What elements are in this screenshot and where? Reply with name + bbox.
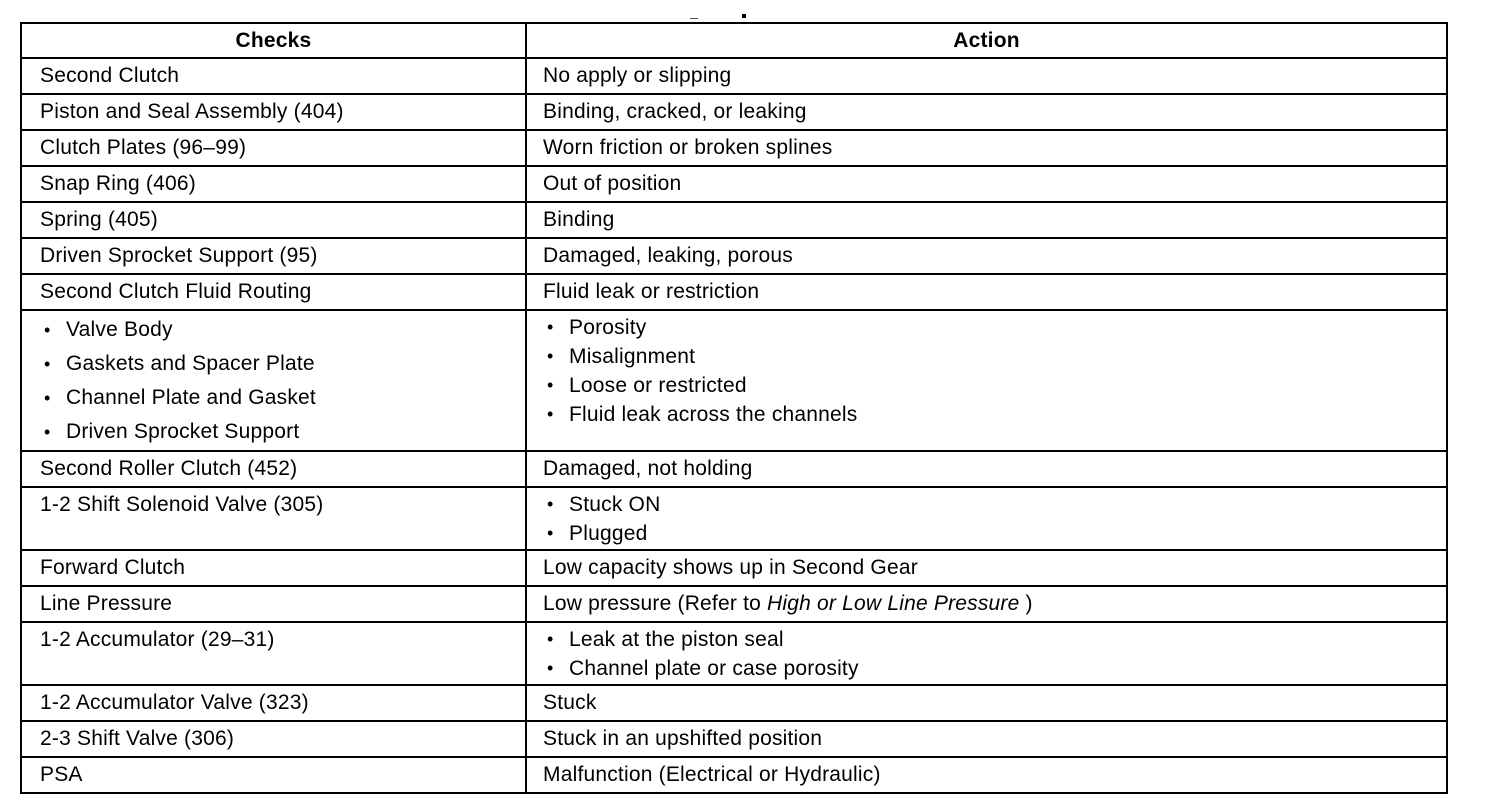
action-cell: Fluid leak or restriction [526,274,1447,310]
list-item: • Porosity [543,313,1446,342]
action-cell [526,586,1447,622]
action-header: Action [526,23,1447,58]
action-cell: Damaged, leaking, porous [526,238,1447,274]
check-cell: Second Roller Clutch (452) [21,451,526,487]
action-cell: Stuck in an upshifted position [526,721,1447,757]
action-cell: Binding [526,202,1447,238]
list-item: • Driven Sprocket Support [40,415,525,449]
check-cell: Spring (405) [21,202,526,238]
check-cell: Second Clutch [21,58,526,94]
action-cell: Low capacity shows up in Second Gear [526,550,1447,586]
check-cell: 2-3 Shift Valve (306) [21,721,526,757]
check-cell: 1-2 Accumulator (29–31) [21,622,526,685]
list-item: • Leak at the piston seal [543,625,1446,654]
list-item: • Loose or restricted [543,371,1446,400]
action-cell: Malfunction (Electrical or Hydraulic) [526,757,1447,793]
table-row [21,238,1447,274]
scan-artifact [690,18,698,19]
list-item: • Plugged [543,519,1446,548]
action-cell: Damaged, not holding [526,451,1447,487]
table-row [21,550,1447,586]
check-cell: Second Clutch Fluid Routing [21,274,526,310]
table-row [21,58,1447,94]
action-cell [526,622,1447,685]
checks-header: Checks [21,23,526,58]
list-item: • Stuck ON [543,490,1446,519]
list-item: • Fluid leak across the channels [543,400,1446,429]
check-cell: Line Pressure [21,586,526,622]
table-row [21,685,1447,721]
check-cell: 1-2 Accumulator Valve (323) [21,685,526,721]
table-row [21,451,1447,487]
table-row [21,622,1447,685]
action-cell: Binding, cracked, or leaking [526,94,1447,130]
action-bullet-list [543,490,1446,548]
table-row [21,202,1447,238]
check-cell [21,310,526,451]
table-row [21,166,1447,202]
check-cell: Piston and Seal Assembly (404) [21,94,526,130]
action-cell [526,310,1447,451]
scan-artifact [742,14,746,18]
table-row [21,130,1447,166]
check-bullet-list [40,313,525,449]
header-row [21,23,1447,58]
table-row [21,310,1447,451]
action-cell: Worn friction or broken splines [526,130,1447,166]
table-row [21,586,1447,622]
check-cell: Forward Clutch [21,550,526,586]
table-row [21,757,1447,793]
table-row [21,487,1447,550]
check-cell: 1-2 Shift Solenoid Valve (305) [21,487,526,550]
list-item: • Channel plate or case porosity [543,654,1446,683]
list-item: • Channel Plate and Gasket [40,381,525,415]
action-cell: No apply or slipping [526,58,1447,94]
action-text: ) [1019,592,1033,615]
action-text: Low pressure (Refer to [543,592,768,615]
action-cell: Stuck [526,685,1447,721]
action-bullet-list [543,625,1446,683]
check-cell: PSA [21,757,526,793]
list-item: • Gaskets and Spacer Plate [40,347,525,381]
reference-link-text: High or Low Line Pressure [767,592,1020,615]
list-item: • Valve Body [40,313,525,347]
table-row [21,721,1447,757]
table-row [21,94,1447,130]
action-cell: Out of position [526,166,1447,202]
check-cell: Clutch Plates (96–99) [21,130,526,166]
check-cell: Driven Sprocket Support (95) [21,238,526,274]
action-bullet-list [543,313,1446,429]
list-item: • Misalignment [543,342,1446,371]
check-cell: Snap Ring (406) [21,166,526,202]
table-row [21,274,1447,310]
action-cell [526,487,1447,550]
diagnosis-table [20,22,1448,794]
